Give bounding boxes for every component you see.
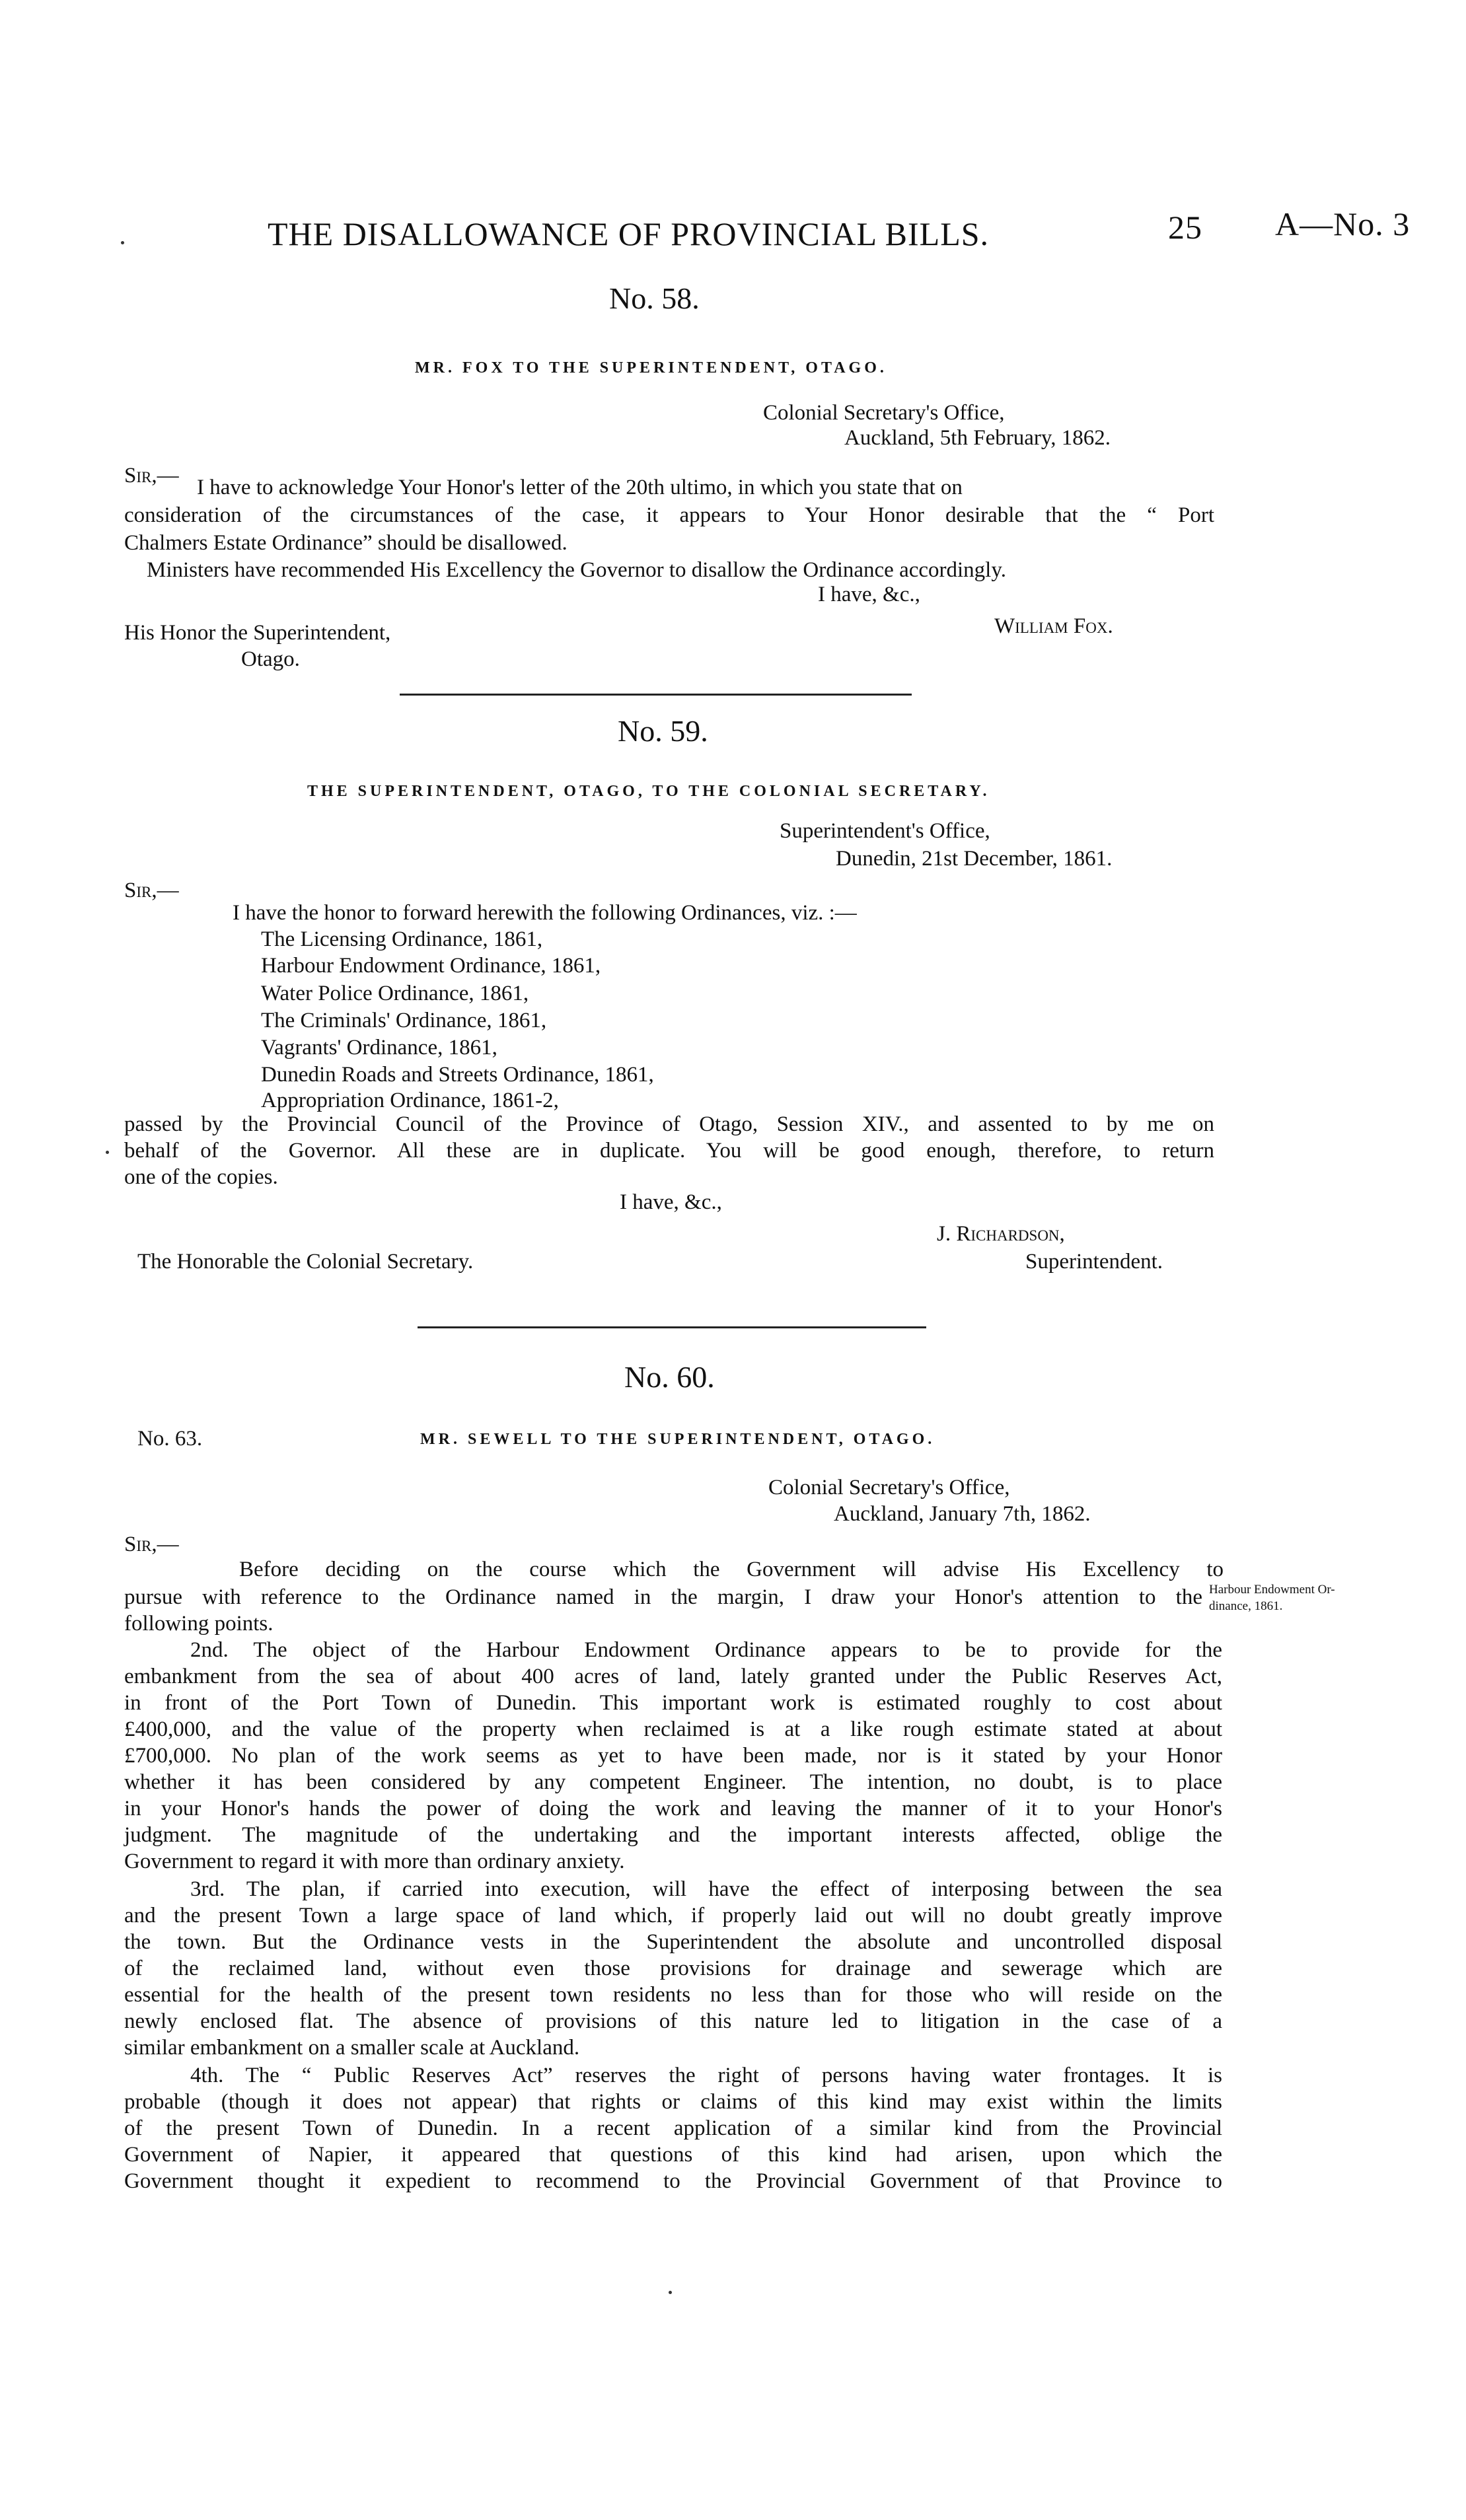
p1-line: Before deciding on the course which the Government will advise His Excellency to [239, 1558, 1224, 1581]
letter-60-salutation: Sir,— [124, 1532, 179, 1556]
letter-59-signature: J. Richardson, [937, 1222, 1065, 1246]
letter-59-intro: I have the honor to forward herewith the following Ordinances, viz. :— [233, 901, 857, 925]
p1-line: following points. [124, 1612, 274, 1636]
margin-speck [121, 241, 124, 244]
letter-59-place-date: Dunedin, 21st December, 1861. [836, 847, 1113, 871]
letter-58-number: No. 58. [609, 281, 700, 315]
p4-line: 4th. The “ Public Reserves Act” reserves the right of persons having water frontages. It is [190, 2064, 1222, 2087]
letter-60-side-number: No. 63. [137, 1427, 203, 1451]
letter-58-signature: William Fox. [994, 614, 1113, 638]
p2-line: £400,000, and the value of the property when reclaimed is at a like rough estimate stated at about [124, 1717, 1222, 1741]
p3-line: similar embankment on a smaller scale at Auckland. [124, 2036, 580, 2060]
ordinance-item: Dunedin Roads and Streets Ordinance, 1861, [261, 1063, 654, 1087]
margin-speck [106, 1151, 109, 1154]
letter-59-salutation: Sir,— [124, 879, 179, 902]
letter-59-addressee: The Honorable the Colonial Secretary. [137, 1250, 474, 1274]
section-divider [400, 694, 912, 696]
letter-60-office: Colonial Secretary's Office, [768, 1476, 1010, 1499]
letter-58-office: Colonial Secretary's Office, [763, 401, 1005, 425]
letter-58-place-date: Auckland, 5th February, 1862. [844, 426, 1111, 450]
letter-58-addressee-line-2: Otago. [241, 647, 300, 671]
p2-line: whether it has been considered by any competent Engineer. The intention, no doubt, is to place [124, 1770, 1222, 1794]
letter-59-closing: I have, &c., [620, 1190, 722, 1214]
p3-line: 3rd. The plan, if carried into execution, will have the effect of interposing between the sea [190, 1877, 1222, 1901]
margin-note-line-1: Harbour Endowment Or- [1209, 1583, 1335, 1597]
p3-line: and the present Town a large space of land which, if properly laid out will no doubt greatly improve [124, 1904, 1222, 1927]
margin-speck [669, 2291, 672, 2294]
letter-59-office: Superintendent's Office, [780, 819, 990, 843]
letter-58-heading: MR. FOX TO THE SUPERINTENDENT, OTAGO. [415, 359, 887, 377]
p2-line: Government to regard it with more than ordinary anxiety. [124, 1850, 625, 1873]
letter-60-number: No. 60. [624, 1360, 715, 1394]
p4-line: probable (though it does not appear) that rights or claims of this kind may exist within the limits [124, 2090, 1222, 2114]
p4-line: Government thought it expedient to recommend to the Provincial Government of that Province to [124, 2169, 1222, 2193]
letter-59-number: No. 59. [618, 714, 708, 748]
p3-line: of the reclaimed land, without even those provisions for drainage and sewerage which are [124, 1957, 1222, 1980]
p4-line: of the present Town of Dunedin. In a recent application of a similar kind from the Provincial [124, 2116, 1222, 2140]
p2-line: embankment from the sea of about 400 acres of land, lately granted under the Public Reserves Act, [124, 1665, 1222, 1688]
letter-59-body-line-1: passed by the Provincial Council of the Province of Otago, Session XIV., and assented to by me on [124, 1112, 1214, 1136]
ordinance-item: Appropriation Ordinance, 1861-2, [261, 1089, 559, 1112]
letter-59-body-line-3: one of the copies. [124, 1165, 278, 1189]
p2-line: judgment. The magnitude of the undertaking and the important interests affected, oblige the [124, 1823, 1222, 1847]
running-title: THE DISALLOWANCE OF PROVINCIAL BILLS. [268, 215, 990, 252]
p3-line: essential for the health of the present town residents no less than for those who will reside on the [124, 1983, 1222, 2007]
letter-58-body-line-2: consideration of the circumstances of the case, it appears to Your Honor desirable that the “ Port [124, 503, 1214, 527]
ordinance-item: Harbour Endowment Ordinance, 1861, [261, 954, 601, 978]
letter-58-closing: I have, &c., [818, 583, 920, 606]
section-divider [418, 1326, 926, 1328]
p1-line: pursue with reference to the Ordinance named in the margin, I draw your Honor's attention to the [124, 1585, 1202, 1609]
margin-note-line-2: dinance, 1861. [1209, 1599, 1283, 1613]
letter-59-heading: THE SUPERINTENDENT, OTAGO, TO THE COLONIAL SECRETARY. [307, 783, 990, 800]
letter-59-signature-title: Superintendent. [1025, 1250, 1163, 1274]
p3-line: newly enclosed flat. The absence of provisions of this nature led to litigation in the case of a [124, 2009, 1222, 2033]
paper-reference: A—No. 3 [1275, 205, 1411, 242]
ordinance-item: Water Police Ordinance, 1861, [261, 982, 529, 1005]
p2-line: in your Honor's hands the power of doing the work and leaving the manner of it to your Honor's [124, 1797, 1222, 1820]
p2-line: in front of the Port Town of Dunedin. This important work is estimated roughly to cost about [124, 1691, 1222, 1715]
letter-58-salutation: Sir,— [124, 464, 179, 487]
letter-60-heading: MR. SEWELL TO THE SUPERINTENDENT, OTAGO. [420, 1431, 935, 1448]
letter-58-body-line-4: Ministers have recommended His Excellency the Governor to disallow the Ordinance accordingly. [147, 558, 1006, 582]
p2-line: £700,000. No plan of the work seems as yet to have been made, nor is it stated by your Honor [124, 1744, 1222, 1768]
page-number: 25 [1168, 209, 1202, 246]
p3-line: the town. But the Ordinance vests in the Superintendent the absolute and uncontrolled disposal [124, 1930, 1222, 1954]
p4-line: Government of Napier, it appeared that questions of this kind had arisen, upon which the [124, 2143, 1222, 2167]
letter-58-addressee-line-1: His Honor the Superintendent, [124, 621, 391, 645]
ordinance-item: The Criminals' Ordinance, 1861, [261, 1009, 547, 1032]
letter-58-body-line-3: Chalmers Estate Ordinance” should be disallowed. [124, 531, 568, 555]
letter-59-body-line-2: behalf of the Governor. All these are in duplicate. You will be good enough, therefore, to return [124, 1139, 1214, 1163]
letter-60-place-date: Auckland, January 7th, 1862. [834, 1502, 1091, 1526]
p2-line: 2nd. The object of the Harbour Endowment Ordinance appears to be to provide for the [190, 1638, 1222, 1662]
letter-58-body-line-1: I have to acknowledge Your Honor's letter of the 20th ultimo, in which you state that on [197, 476, 963, 499]
ordinance-item: The Licensing Ordinance, 1861, [261, 927, 543, 951]
ordinance-item: Vagrants' Ordinance, 1861, [261, 1036, 497, 1060]
